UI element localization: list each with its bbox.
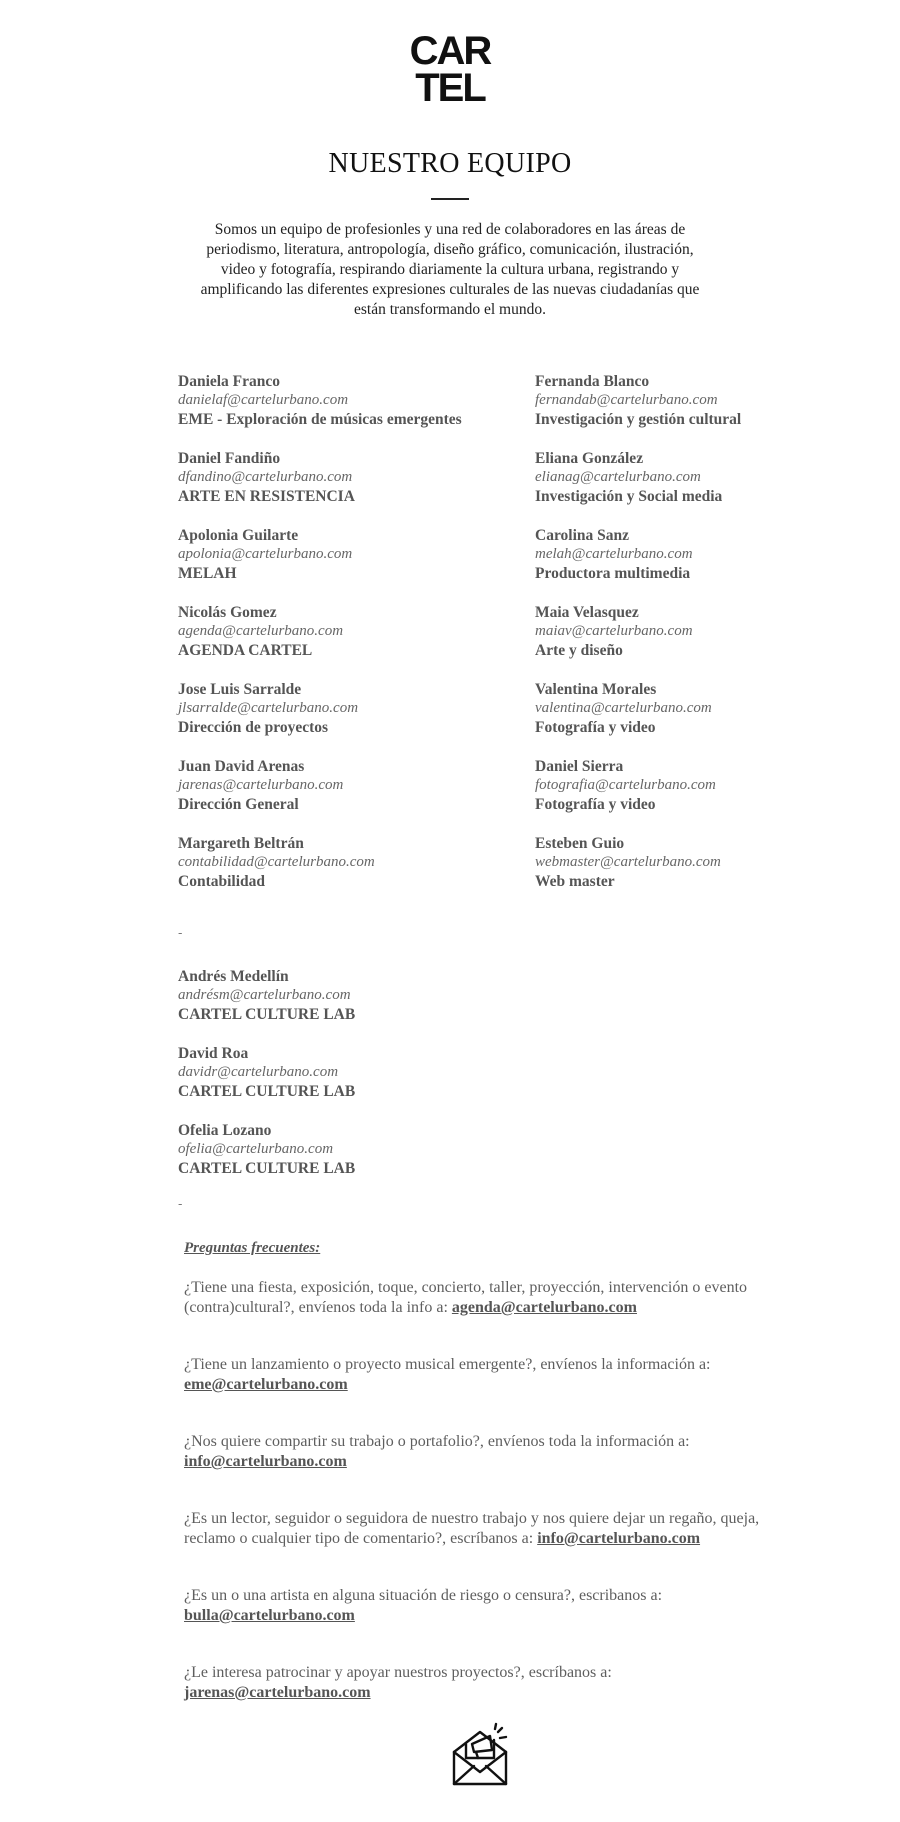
team-member bbox=[535, 526, 875, 603]
member-email[interactable]: elianag@cartelurbano.com bbox=[535, 469, 701, 485]
member-email[interactable]: jlsarralde@cartelurbano.com bbox=[178, 700, 359, 716]
member-role: Dirección de proyectos bbox=[178, 719, 329, 736]
member-name: Jose Luis Sarralde bbox=[178, 681, 302, 698]
member-name: Daniel Sierra bbox=[535, 758, 624, 775]
member-email[interactable]: fernandab@cartelurbano.com bbox=[535, 392, 718, 408]
title-divider bbox=[431, 198, 469, 200]
separator-dash: - bbox=[178, 926, 183, 941]
team-member bbox=[178, 967, 578, 1044]
member-name: Juan David Arenas bbox=[178, 758, 305, 775]
member-name: Margareth Beltrán bbox=[178, 835, 304, 852]
faq-question: ¿Tiene una fiesta, exposición, toque, concierto, taller, proyección, intervención o evento (contra)cultural?, envíenos toda la info a: bbox=[184, 1279, 748, 1316]
team-member bbox=[178, 834, 518, 911]
member-name: Esteben Guio bbox=[535, 835, 625, 852]
cartel-logo-mark bbox=[395, 30, 505, 106]
member-name: Fernanda Blanco bbox=[535, 373, 650, 390]
member-role: Dirección General bbox=[178, 796, 299, 813]
team-member bbox=[535, 680, 875, 757]
faq-item bbox=[184, 1278, 784, 1355]
team-member bbox=[535, 449, 875, 526]
team-member bbox=[178, 1044, 578, 1121]
faq-item bbox=[184, 1355, 784, 1432]
faq-item bbox=[184, 1586, 784, 1663]
team-right-column bbox=[535, 372, 875, 911]
member-role: EME - Exploración de músicas emergentes bbox=[178, 411, 462, 428]
member-role: MELAH bbox=[178, 565, 237, 582]
member-email[interactable]: webmaster@cartelurbano.com bbox=[535, 854, 721, 870]
member-email[interactable]: fotografia@cartelurbano.com bbox=[535, 777, 716, 793]
faq-question: ¿Nos quiere compartir su trabajo o portafolio?, envíenos toda la información a: bbox=[184, 1433, 690, 1450]
member-role: CARTEL CULTURE LAB bbox=[178, 1160, 356, 1177]
member-email[interactable]: dfandino@cartelurbano.com bbox=[178, 469, 353, 485]
member-role: Web master bbox=[535, 873, 615, 890]
member-email[interactable]: contabilidad@cartelurbano.com bbox=[178, 854, 375, 870]
member-name: Eliana González bbox=[535, 450, 644, 467]
faq-question: ¿Es un lector, seguidor o seguidora de nuestro trabajo y nos quiere dejar un regaño, queja, reclamo o cualquier tipo de comentario?, escríbanos a: bbox=[184, 1510, 760, 1547]
culture-lab-team bbox=[178, 967, 578, 1198]
member-email[interactable]: danielaf@cartelurbano.com bbox=[178, 392, 349, 408]
faq-item bbox=[184, 1432, 784, 1509]
member-role: Arte y diseño bbox=[535, 642, 623, 659]
member-name: David Roa bbox=[178, 1045, 249, 1062]
team-member bbox=[178, 680, 518, 757]
member-email[interactable]: melah@cartelurbano.com bbox=[535, 546, 693, 562]
logo-line-2: TEL bbox=[415, 66, 485, 106]
team-member bbox=[535, 757, 875, 834]
member-name: Daniela Franco bbox=[178, 373, 281, 390]
faq-question: ¿Tiene un lanzamiento o proyecto musical emergente?, envíenos la información a: bbox=[184, 1356, 711, 1373]
team-member bbox=[535, 834, 875, 911]
member-role: AGENDA CARTEL bbox=[178, 642, 313, 659]
separator-dash: - bbox=[178, 1197, 183, 1212]
intro-paragraph: Somos un equipo de profesionles y una red de colaboradores en las áreas de periodismo, literatura, antropología, diseño gráfico, comunicación, ilustración, video y fotografía, respirando diariamente la cultura urbana, registrando y amplificando las diferentes expresiones culturales de las nuevas ciudadanías que están transformando el mundo. bbox=[200, 221, 700, 318]
member-name: Nicolás Gomez bbox=[178, 604, 277, 621]
member-name: Daniel Fandiño bbox=[178, 450, 281, 467]
member-email[interactable]: davidr@cartelurbano.com bbox=[178, 1064, 339, 1080]
team-member bbox=[178, 372, 518, 449]
faq-email-link[interactable]: info@cartelurbano.com bbox=[184, 1453, 347, 1470]
member-role: Investigación y Social media bbox=[535, 488, 723, 505]
team-member bbox=[178, 449, 518, 526]
member-name: Valentina Morales bbox=[535, 681, 657, 698]
member-name: Andrés Medellín bbox=[178, 968, 289, 985]
member-role: Productora multimedia bbox=[535, 565, 691, 582]
team-member bbox=[178, 603, 518, 680]
member-email[interactable]: jarenas@cartelurbano.com bbox=[178, 777, 344, 793]
member-role: CARTEL CULTURE LAB bbox=[178, 1006, 356, 1023]
faq-email-link[interactable]: eme@cartelurbano.com bbox=[184, 1376, 348, 1393]
member-email[interactable]: agenda@cartelurbano.com bbox=[178, 623, 344, 639]
member-email[interactable]: maiav@cartelurbano.com bbox=[535, 623, 693, 639]
member-role: ARTE EN RESISTENCIA bbox=[178, 488, 355, 505]
logo-line-1: CAR bbox=[409, 30, 491, 73]
member-role: Fotografía y video bbox=[535, 796, 656, 813]
team-member bbox=[178, 757, 518, 834]
faq-section bbox=[184, 1238, 784, 1740]
member-name: Maia Velasquez bbox=[535, 604, 639, 621]
faq-email-link[interactable]: jarenas@cartelurbano.com bbox=[184, 1684, 371, 1701]
faq-email-link[interactable]: bulla@cartelurbano.com bbox=[184, 1607, 355, 1624]
team-member bbox=[535, 372, 875, 449]
faq-question: ¿Es un o una artista en alguna situación de riesgo o censura?, escribanos a: bbox=[184, 1587, 663, 1604]
team-member bbox=[178, 1121, 578, 1198]
team-member bbox=[178, 526, 518, 603]
page-title: NUESTRO EQUIPO bbox=[328, 148, 572, 179]
member-email[interactable]: andrésm@cartelurbano.com bbox=[178, 987, 351, 1003]
faq-list bbox=[184, 1278, 784, 1740]
member-role: Fotografía y video bbox=[535, 719, 656, 736]
member-name: Ofelia Lozano bbox=[178, 1122, 272, 1139]
newsletter-envelope-icon[interactable] bbox=[450, 1722, 512, 1792]
member-email[interactable]: valentina@cartelurbano.com bbox=[535, 700, 712, 716]
team-left-column bbox=[178, 372, 518, 911]
faq-heading: Preguntas frecuentes: bbox=[184, 1240, 321, 1256]
member-role: Contabilidad bbox=[178, 873, 266, 890]
member-email[interactable]: ofelia@cartelurbano.com bbox=[178, 1141, 334, 1157]
faq-question: ¿Le interesa patrocinar y apoyar nuestros proyectos?, escríbanos a: bbox=[184, 1664, 612, 1681]
faq-email-link[interactable]: agenda@cartelurbano.com bbox=[451, 1299, 637, 1316]
member-email[interactable]: apolonia@cartelurbano.com bbox=[178, 546, 353, 562]
faq-item bbox=[184, 1509, 784, 1586]
member-name: Carolina Sanz bbox=[535, 527, 630, 544]
cartel-logo[interactable] bbox=[0, 30, 900, 110]
envelope-megaphone-icon bbox=[450, 1722, 512, 1788]
faq-email-link[interactable]: info@cartelurbano.com bbox=[537, 1530, 701, 1547]
member-name: Apolonia Guilarte bbox=[178, 527, 299, 544]
member-role: CARTEL CULTURE LAB bbox=[178, 1083, 356, 1100]
team-member bbox=[535, 603, 875, 680]
member-role: Investigación y gestión cultural bbox=[535, 411, 742, 428]
